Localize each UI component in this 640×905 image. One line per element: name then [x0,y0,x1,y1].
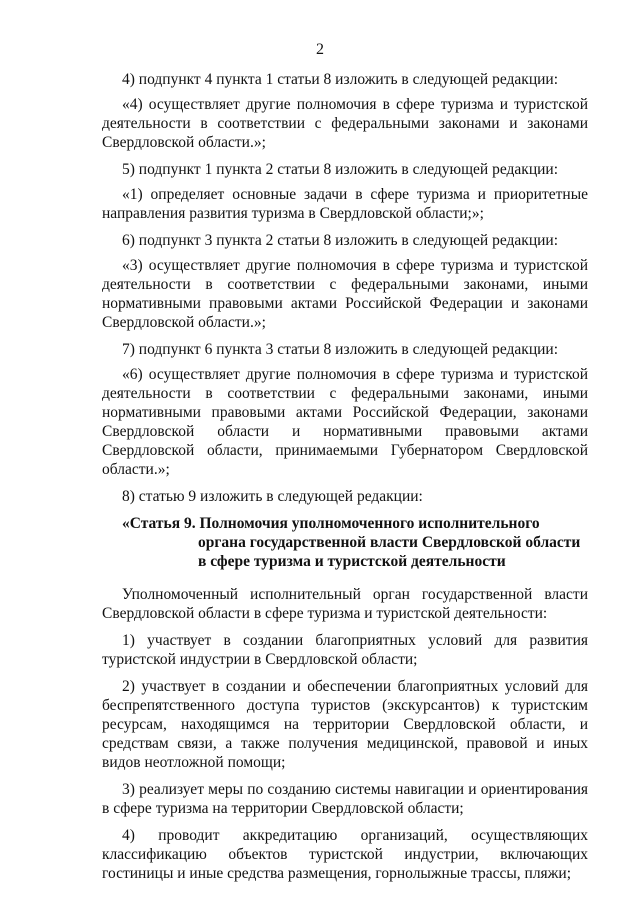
amendment-text: «4) осуществляет другие полномочия в сфере туризма и туристской деятельности в соответствии с федеральными законами и законами Свердловской области.»; [102,96,588,151]
article-item: 2) участвует в создании и обеспечении благоприятных условий для беспрепятственного доступа туристов (экскурсантов) к туристским ресурсам, находящимся на территории Свердловской области, и средствам связи, а также получения медицинской, правовой и иных видов неотложной помощи; [102,678,588,771]
article-intro: Уполномоченный исполнительный орган государственной власти Свердловской области в сфере туризма и туристской деятельности: [102,586,588,622]
article-heading [102,514,588,571]
amendment-text: «3) осуществляет другие полномочия в сфере туризма и туристской деятельности в соответствии с федеральными законами, иными нормативными правовыми актами Российской Федерации и законами Свердловской области.»; [102,257,588,331]
article-item: 3) реализует меры по созданию системы навигации и ориентирования в сфере туризма на территории Свердловской области; [102,781,588,817]
article-heading-line: «Статья 9. Полномочия уполномоченного исполнительного [122,515,540,532]
amendment-instruction: 4) подпункт 4 пункта 1 статьи 8 изложить в следующей редакции: [122,71,559,88]
amendment-instruction: 5) подпункт 1 пункта 2 статьи 8 изложить в следующей редакции: [122,161,559,178]
amendment-instruction: 8) статью 9 изложить в следующей редакции: [122,488,423,505]
article-heading-line: органа государственной власти Свердловской области [198,534,581,551]
amendment-instruction: 7) подпункт 6 пункта 3 статьи 8 изложить в следующей редакции: [122,341,559,358]
amendment-instruction: 6) подпункт 3 пункта 2 статьи 8 изложить в следующей редакции: [122,232,559,249]
amendment-text: «1) определяет основные задачи в сфере туризма и приоритетные направления развития туризма в Свердловской области;»; [102,186,588,222]
amendment-text: «6) осуществляет другие полномочия в сфере туризма и туристской деятельности в соответствии с федеральными законами, иными нормативными правовыми актами Российской Федерации, законами Свердловской области и нормативными правовыми актами Свердловской области, принимаемыми Губернатором Свердловской области.»; [102,366,588,478]
article-item: 4) проводит аккредитацию организаций, осуществляющих классификацию объектов туристской индустрии, включающих гостиницы и иные средства размещения, горнолыжные трассы, пляжи; [102,827,588,882]
article-item: 1) участвует в создании благоприятных условий для развития туристской индустрии в Свердловской области; [102,632,588,668]
document-body [102,70,588,891]
article-heading-line: в сфере туризма и туристской деятельности [198,553,506,570]
page-number: 2 [316,41,324,58]
